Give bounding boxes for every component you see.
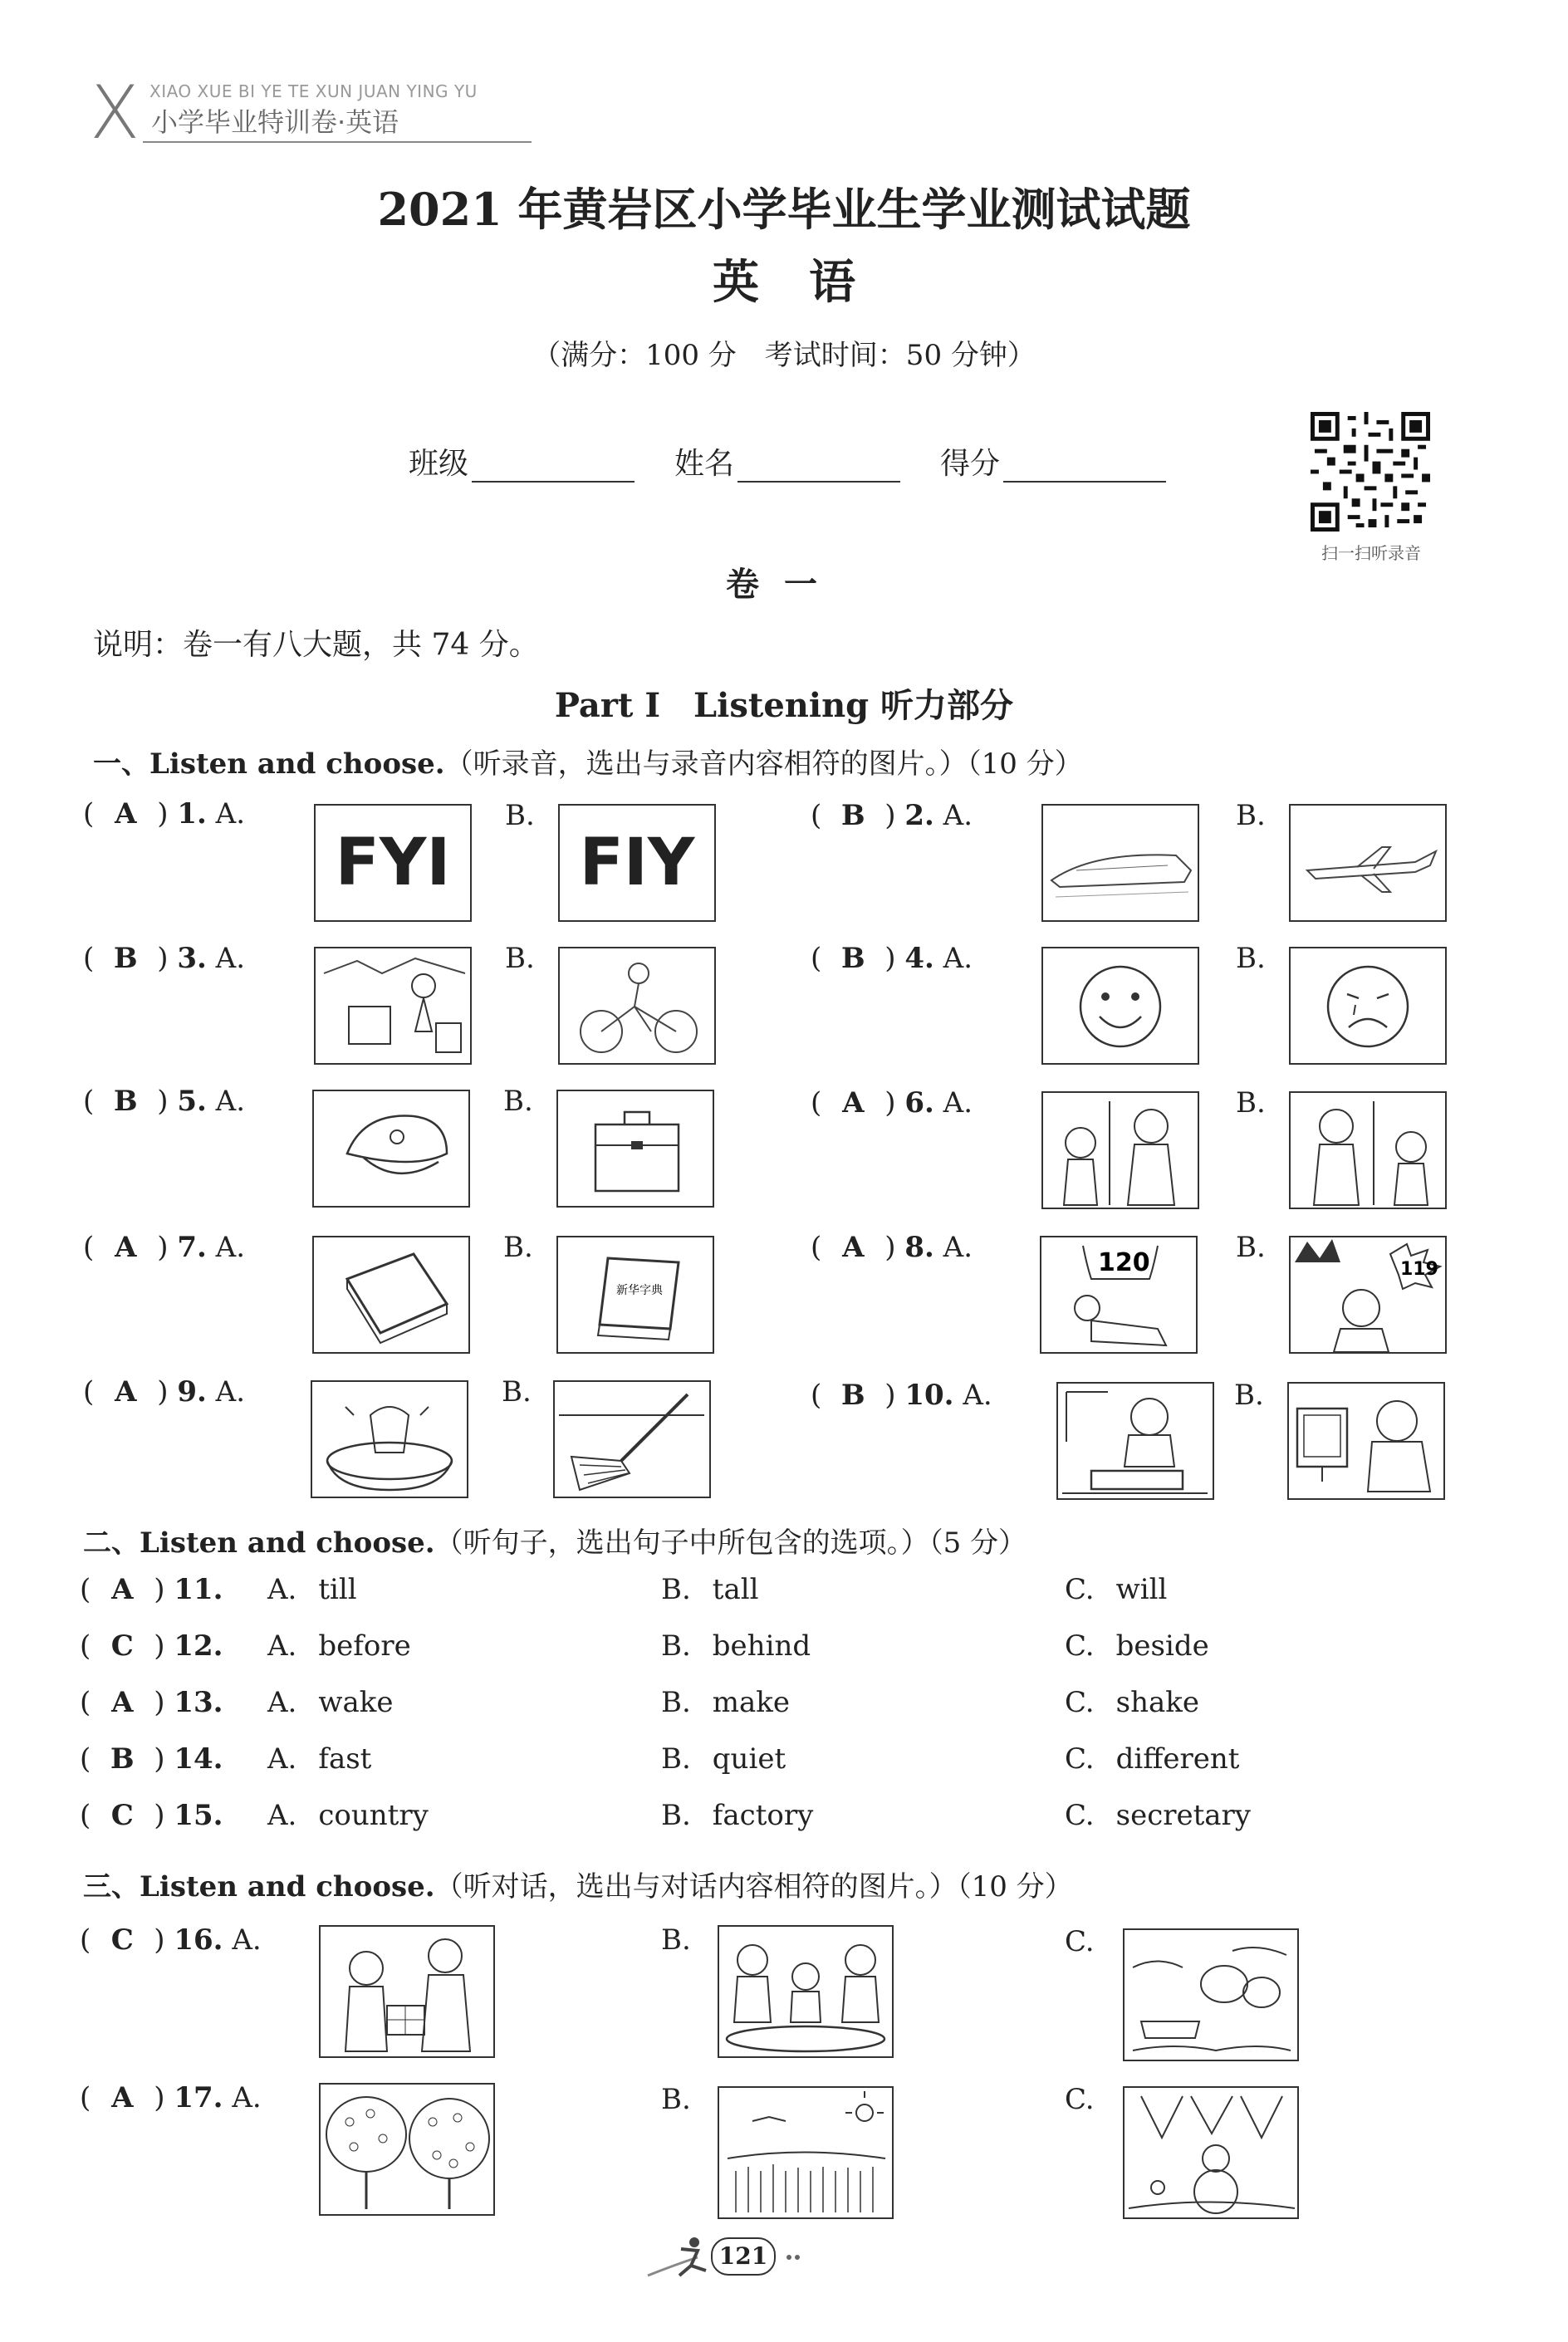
answer-11[interactable]: A	[111, 1573, 134, 1606]
lanterns-icon	[1125, 1930, 1297, 2060]
q3-option-a-image[interactable]	[314, 947, 472, 1065]
question-9: ( A ) 9. A.	[83, 1375, 246, 1409]
answer-12[interactable]: C	[110, 1629, 134, 1663]
q8-option-b-image[interactable]	[1289, 1236, 1447, 1354]
q1-option-b-text: FIY	[579, 826, 695, 900]
question-number: 6.	[904, 1086, 934, 1120]
class-field	[409, 440, 635, 483]
question-12: ( C ) 12.	[80, 1629, 223, 1663]
option-label-c: C.	[1065, 1629, 1095, 1663]
exam-subject: 英语	[713, 255, 905, 310]
girl-at-computer-icon	[1289, 1384, 1443, 1498]
volume-note: 说明：卷一有八大题，共 74 分。	[93, 628, 539, 662]
option-label-b: B.	[661, 1742, 691, 1776]
question-17: ( A ) 17. A.	[80, 2081, 262, 2114]
q4-option-b-label: B.	[1236, 942, 1266, 975]
section1-heading	[93, 741, 1083, 781]
part-title: Part Ⅰ Listening 听力部分	[554, 686, 1014, 725]
score-field	[940, 440, 1166, 483]
option-word-c: secretary	[1115, 1799, 1252, 1832]
q4-option-a-image[interactable]	[1041, 947, 1199, 1065]
q16-option-b-label: B.	[661, 1923, 691, 1957]
q13-option-b	[661, 1686, 790, 1719]
answer-6[interactable]: A	[842, 1086, 865, 1120]
option-word-a: till	[318, 1573, 357, 1606]
emergency-number-119: 119	[1400, 1259, 1438, 1280]
option-word-b: behind	[712, 1629, 811, 1663]
option-label-c: C.	[1065, 1742, 1095, 1776]
section2-heading-en: 二、Listen and choose.	[83, 1526, 435, 1560]
girls-height-icon	[1291, 1093, 1445, 1208]
qr-code-icon[interactable]	[1311, 412, 1430, 532]
q17-option-c-label: C.	[1065, 2083, 1095, 2116]
q10-option-b-label: B.	[1234, 1379, 1264, 1412]
q6-option-a-image[interactable]	[1041, 1091, 1199, 1209]
dictionary-title: 新华字典	[616, 1284, 663, 1297]
rice-field-icon	[719, 2088, 892, 2217]
option-label-b: B.	[661, 1629, 691, 1663]
option-label-a: A.	[267, 1799, 297, 1832]
option-word-b: make	[712, 1686, 791, 1719]
question-number: 4.	[904, 942, 934, 975]
q15-option-a	[267, 1799, 429, 1832]
answer-2[interactable]: B	[840, 799, 865, 832]
q1-option-a-text: FYI	[335, 826, 451, 900]
option-label-a: A.	[267, 1629, 297, 1663]
happy-face-icon	[1043, 948, 1198, 1063]
question-1: ( A ) 1. A.	[83, 797, 246, 830]
q10-option-b-image[interactable]	[1287, 1382, 1445, 1500]
page-number: 121	[711, 2237, 776, 2276]
option-word-a: before	[318, 1629, 411, 1663]
q16-option-b-image[interactable]	[718, 1925, 894, 2058]
name-field	[674, 440, 900, 483]
boy-with-luggage-icon	[316, 948, 470, 1063]
question-number: 13.	[174, 1686, 223, 1719]
option-label-c: C.	[1065, 1573, 1095, 1606]
option-label-a: A.	[943, 1231, 973, 1264]
fire-icon	[1291, 1237, 1445, 1352]
briefcase-icon	[558, 1091, 713, 1206]
question-11: ( A ) 11.	[80, 1573, 223, 1606]
q8-option-b-label: B.	[1236, 1231, 1266, 1264]
qr-caption: 扫一扫听录音	[1321, 543, 1421, 563]
cap-icon	[314, 1091, 468, 1206]
q9-option-b-image[interactable]	[553, 1380, 711, 1498]
q6-option-b-label: B.	[1236, 1086, 1266, 1120]
q2-option-a-image[interactable]	[1041, 804, 1199, 922]
answer-7[interactable]: A	[115, 1231, 137, 1264]
question-number: 7.	[177, 1231, 207, 1264]
exam-info: （满分：100 分 考试时间：50 分钟）	[532, 339, 1036, 372]
option-label-c: C.	[1065, 1799, 1095, 1832]
question-number: 10.	[904, 1379, 954, 1412]
family-dinner-icon	[719, 1927, 892, 2056]
option-label-a: A.	[215, 1231, 246, 1264]
answer-17[interactable]: A	[111, 2081, 134, 2114]
question-number: 9.	[177, 1375, 207, 1409]
question-15: ( C ) 15.	[80, 1799, 223, 1832]
q9-option-a-image[interactable]	[311, 1380, 468, 1498]
question-5: ( B ) 5. A.	[83, 1085, 246, 1118]
q12-option-b	[661, 1629, 811, 1663]
question-number: 15.	[174, 1799, 223, 1832]
option-word-a: country	[318, 1799, 429, 1832]
q17-option-a-image[interactable]	[319, 2083, 495, 2216]
girls-height-icon	[1043, 1093, 1198, 1208]
option-label-a: A.	[215, 1085, 246, 1118]
option-label-c: C.	[1065, 1686, 1095, 1719]
question-number: 12.	[174, 1629, 223, 1663]
emergency-number-120: 120	[1098, 1248, 1150, 1277]
section2-heading-cn: （听句子，选出句子中所包含的选项。）（5 分）	[434, 1526, 1027, 1560]
washing-clothes-icon	[312, 1382, 467, 1497]
q7-option-b-image[interactable]	[556, 1236, 714, 1354]
class-blank[interactable]	[472, 451, 635, 483]
answer-16[interactable]: C	[110, 1923, 134, 1957]
question-number: 8.	[904, 1231, 934, 1264]
exam-title: 2021 年黄岩区小学毕业生学业测试试题	[377, 183, 1191, 236]
q17-option-b-image[interactable]	[718, 2086, 894, 2219]
q2-option-b-label: B.	[1236, 799, 1266, 832]
option-label-a: A.	[943, 799, 973, 832]
q2-option-b-image[interactable]	[1289, 804, 1447, 922]
snowman-icon	[1125, 2088, 1297, 2217]
q12-option-a	[267, 1629, 411, 1663]
volume-title: 卷一	[726, 565, 842, 604]
section1-heading-en: 一、Listen and choose.	[93, 747, 445, 781]
option-word-b: quiet	[712, 1742, 786, 1776]
q17-option-c-image[interactable]	[1123, 2086, 1299, 2219]
question-4: ( B ) 4. A.	[811, 942, 973, 975]
q14-option-c	[1065, 1742, 1239, 1776]
dictionary-icon	[558, 1237, 713, 1352]
q14-option-a	[267, 1742, 371, 1776]
option-label-a: A.	[963, 1379, 992, 1412]
answer-10[interactable]: B	[840, 1379, 865, 1412]
series-logo-letter: X	[90, 70, 140, 155]
score-blank[interactable]	[1003, 451, 1166, 483]
q11-option-a	[267, 1573, 357, 1606]
option-word-c: beside	[1115, 1629, 1209, 1663]
question-14: ( B ) 14.	[80, 1742, 223, 1776]
q14-option-b	[661, 1742, 786, 1776]
q17-option-b-label: B.	[661, 2083, 691, 2116]
q9-option-b-label: B.	[502, 1375, 532, 1409]
q15-option-c	[1065, 1799, 1251, 1832]
q16-option-c-image[interactable]	[1123, 1928, 1299, 2061]
gift-giving-icon	[321, 1927, 493, 2056]
q10-option-a-image[interactable]	[1056, 1382, 1214, 1500]
option-label-a: A.	[232, 1923, 262, 1957]
section1-heading-cn: （听录音，选出与录音内容相符的图片。）（10 分）	[444, 747, 1083, 781]
q15-option-b	[661, 1799, 813, 1832]
question-16: ( C ) 16. A.	[80, 1923, 262, 1957]
option-label-b: B.	[661, 1573, 691, 1606]
question-8: ( A ) 8. A.	[811, 1231, 973, 1264]
notebook-icon	[314, 1237, 468, 1352]
series-title: 小学毕业特训卷·英语	[151, 106, 399, 138]
question-7: ( A ) 7. A.	[83, 1231, 246, 1264]
option-label-a: A.	[215, 797, 246, 830]
option-word-b: factory	[712, 1799, 814, 1832]
injured-person-icon	[1041, 1237, 1196, 1352]
question-number: 1.	[177, 797, 207, 830]
question-13: ( A ) 13.	[80, 1686, 223, 1719]
sad-face-icon	[1291, 948, 1445, 1063]
q11-option-c	[1065, 1573, 1167, 1606]
question-number: 5.	[177, 1085, 207, 1118]
sweeping-icon	[555, 1382, 709, 1497]
q16-option-a-image[interactable]	[319, 1925, 495, 2058]
q12-option-c	[1065, 1629, 1209, 1663]
name-label: 姓名	[674, 447, 735, 481]
header-divider	[143, 141, 532, 143]
answer-1[interactable]: A	[115, 797, 137, 830]
q5-option-b-label: B.	[503, 1085, 533, 1118]
answer-9[interactable]: A	[115, 1375, 137, 1409]
class-label: 班级	[409, 447, 469, 481]
option-word-c: shake	[1115, 1686, 1199, 1719]
question-number: 3.	[177, 942, 207, 975]
option-word-a: fast	[318, 1742, 372, 1776]
q3-option-b-image[interactable]	[558, 947, 716, 1065]
option-word-a: wake	[318, 1686, 394, 1719]
answer-4[interactable]: B	[840, 942, 865, 975]
q8-option-a-image[interactable]	[1040, 1236, 1198, 1354]
apple-trees-icon	[321, 2085, 493, 2214]
option-word-b: tall	[712, 1573, 759, 1606]
section3-heading-cn: （听对话，选出与对话内容相符的图片。）（10 分）	[434, 1870, 1073, 1903]
q3-option-b-label: B.	[505, 942, 535, 975]
q13-option-a	[267, 1686, 393, 1719]
series-pinyin: XIAO XUE BI YE TE XUN JUAN YING YU	[149, 81, 478, 101]
girl-cooking-icon	[1058, 1384, 1213, 1498]
question-3: ( B ) 3. A.	[83, 942, 246, 975]
q6-option-b-image[interactable]	[1289, 1091, 1447, 1209]
airplane-icon	[1291, 806, 1445, 920]
q11-option-b	[661, 1573, 758, 1606]
option-label-a: A.	[267, 1573, 297, 1606]
question-number: 11.	[174, 1573, 223, 1606]
question-number: 14.	[174, 1742, 223, 1776]
option-word-c: will	[1115, 1573, 1168, 1606]
option-label-a: A.	[267, 1686, 297, 1719]
answer-13[interactable]: A	[111, 1686, 134, 1719]
option-label-a: A.	[215, 942, 246, 975]
name-blank[interactable]	[737, 451, 900, 483]
question-number: 2.	[904, 799, 934, 832]
section3-heading	[83, 1864, 1073, 1904]
q1-option-b-image[interactable]	[558, 804, 716, 922]
q16-option-c-label: C.	[1065, 1925, 1095, 1958]
answer-8[interactable]: A	[842, 1231, 865, 1264]
q7-option-b-label: B.	[503, 1231, 533, 1264]
boy-on-bicycle-icon	[560, 948, 714, 1063]
q1-option-a-image[interactable]	[314, 804, 472, 922]
option-label-a: A.	[943, 1086, 973, 1120]
section3-heading-en: 三、Listen and choose.	[83, 1870, 435, 1903]
q7-option-a-image[interactable]	[312, 1236, 470, 1354]
q4-option-b-image[interactable]	[1289, 947, 1447, 1065]
question-number: 17.	[174, 2081, 223, 2114]
option-label-a: A.	[232, 2081, 262, 2114]
option-label-a: A.	[215, 1375, 246, 1409]
answer-5[interactable]: B	[113, 1085, 138, 1118]
answer-3[interactable]: B	[113, 942, 138, 975]
question-10: ( B ) 10. A.	[811, 1379, 992, 1412]
answer-14[interactable]: B	[110, 1742, 135, 1776]
question-number: 16.	[174, 1923, 223, 1957]
train-icon	[1043, 806, 1198, 920]
option-label-b: B.	[661, 1686, 691, 1719]
option-label-b: B.	[661, 1799, 691, 1832]
q5-option-b-image[interactable]	[556, 1090, 714, 1208]
question-2: ( B ) 2. A.	[811, 799, 973, 832]
q1-option-b-label: B.	[505, 799, 535, 832]
section2-heading	[83, 1520, 1027, 1561]
q13-option-c	[1065, 1686, 1199, 1719]
answer-15[interactable]: C	[110, 1799, 134, 1832]
score-label: 得分	[940, 447, 1001, 481]
option-word-c: different	[1115, 1742, 1240, 1776]
option-label-a: A.	[267, 1742, 297, 1776]
question-6: ( A ) 6. A.	[811, 1086, 973, 1120]
option-label-a: A.	[943, 942, 973, 975]
q5-option-a-image[interactable]	[312, 1090, 470, 1208]
